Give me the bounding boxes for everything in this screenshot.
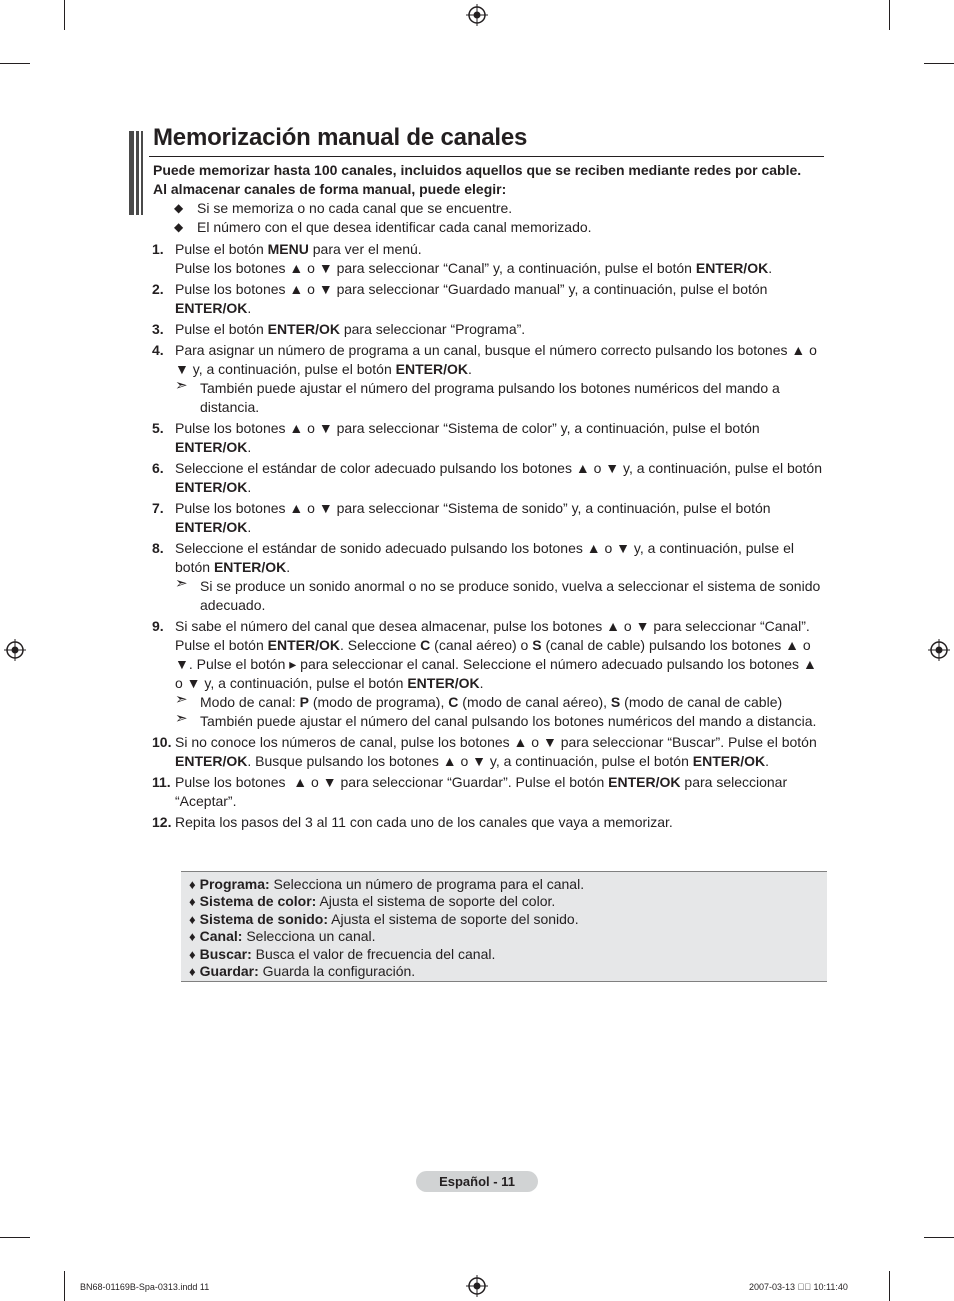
glossary-box xyxy=(181,871,827,982)
step-number: 10. xyxy=(152,734,172,750)
step-number: 9. xyxy=(152,618,164,634)
step-text: Pulse los botones ▲ o ▼ para seleccionar “Guardado manual” y, a continuación, pulse el botón ENTER/OK. xyxy=(175,281,768,316)
note-arrow-icon: ➣ xyxy=(175,691,188,708)
crop-mark xyxy=(924,1237,954,1238)
glossary-desc: Guarda la configuración. xyxy=(258,963,416,980)
registration-mark-icon xyxy=(466,1275,488,1297)
step-text: Para asignar un número de programa a un canal, busque el número correcto pulsando los botones ▲ o ▼ y, a continuación, pulse el botón ENTER/OK. xyxy=(175,342,817,377)
diamond-icon: ◆ xyxy=(174,220,184,234)
step-text: Pulse el botón MENU para ver el menú. Pulse los botones ▲ o ▼ para seleccionar “Canal” y, a continuación, pulse el botón ENTER/OK. xyxy=(175,241,773,276)
page-number-badge: Español - 11 xyxy=(416,1171,538,1192)
step-number: 1. xyxy=(152,241,164,257)
glossary-desc: Selecciona un canal. xyxy=(242,928,376,945)
step-item xyxy=(152,459,824,497)
bullet-list xyxy=(174,199,592,237)
step-text: Pulse los botones ▲ o ▼ para seleccionar “Sistema de color” y, a continuación, pulse el botón ENTER/OK. xyxy=(175,420,760,455)
crop-mark xyxy=(0,63,30,64)
crop-mark xyxy=(889,1271,890,1301)
crop-mark xyxy=(0,1237,30,1238)
crop-mark xyxy=(924,63,954,64)
glossary-term: Guardar: xyxy=(199,963,259,980)
crop-mark xyxy=(64,0,65,30)
registration-mark-icon xyxy=(4,639,26,661)
registration-mark-icon xyxy=(466,4,488,26)
diamond-bullet-icon: ♦ xyxy=(189,911,196,927)
step-note: ➣ Modo de canal: P (modo de programa), C (modo de canal aéreo), S (modo de canal de cable) xyxy=(175,691,783,710)
diamond-bullet-icon: ♦ xyxy=(189,964,196,980)
glossary-item xyxy=(189,911,584,928)
diamond-icon: ◆ xyxy=(174,201,184,215)
glossary-term: Sistema de sonido: xyxy=(199,910,328,927)
step-text: Pulse los botones ▲ o ▼ para seleccionar “Sistema de sonido” y, a continuación, pulse el botón ENTER/OK. xyxy=(175,500,771,535)
step-number: 12. xyxy=(152,814,172,830)
step-text: Repita los pasos del 3 al 11 con cada uno de los canales que vaya a memorizar. xyxy=(175,814,673,830)
note-arrow-icon: ➣ xyxy=(175,575,188,592)
step-item xyxy=(152,733,824,771)
step-item xyxy=(152,320,824,339)
page-title: Memorización manual de canales xyxy=(153,124,528,151)
file-slug: BN68-01169B-Spa-0313.indd 11 xyxy=(80,1282,210,1292)
date-slug: 2007-03-13 ￿￿ 10:11:40 xyxy=(749,1282,848,1292)
steps-list xyxy=(152,240,824,834)
title-sidebar-bars xyxy=(129,131,143,215)
list-item: ◆ Si se memoriza o no cada canal que se encuentre. xyxy=(174,200,513,216)
diamond-bullet-icon: ♦ xyxy=(189,877,196,892)
crop-mark xyxy=(889,0,890,30)
glossary-item xyxy=(189,928,584,945)
step-text: Seleccione el estándar de sonido adecuado pulsando los botones ▲ o ▼ y, a continuación, pulse el botón ENTER/OK. xyxy=(175,540,794,575)
glossary-term: Buscar: xyxy=(199,945,252,962)
step-note: ➣ También puede ajustar el número del canal pulsando los botones numéricos del mando a distancia. xyxy=(175,710,817,729)
step-number: 4. xyxy=(152,342,164,358)
glossary-item xyxy=(189,946,584,963)
step-note: ➣ Si se produce un sonido anormal o no se produce sonido, vuelva a seleccionar el sistema de sonido adecuado. xyxy=(175,575,821,613)
registration-mark-icon xyxy=(928,639,950,661)
diamond-bullet-icon: ♦ xyxy=(189,894,196,910)
step-number: 5. xyxy=(152,420,164,436)
step-item xyxy=(152,499,824,537)
note-arrow-icon: ➣ xyxy=(175,710,188,727)
glossary-desc: Ajusta el sistema de soporte del sonido. xyxy=(328,910,579,927)
diamond-bullet-icon: ♦ xyxy=(189,929,196,945)
note-arrow-icon: ➣ xyxy=(175,377,188,394)
glossary-item xyxy=(189,893,584,910)
step-item xyxy=(152,240,824,278)
glossary-list xyxy=(189,876,584,980)
glossary-term: Sistema de color: xyxy=(199,893,317,910)
step-text: Pulse los botones ▲ o ▼ para seleccionar “Guardar”. Pulse el botón ENTER/OK para seleccionar “Aceptar”. xyxy=(175,774,788,809)
step-number: 2. xyxy=(152,281,164,297)
step-item xyxy=(152,773,824,811)
step-text: Si no conoce los números de canal, pulse los botones ▲ o ▼ para seleccionar “Buscar”. Pulse el botón ENTER/OK. Busque pulsando los botones ▲ o ▼ y, a continuación, pulse el botón ENTER/OK. xyxy=(175,734,817,769)
step-item xyxy=(152,813,824,832)
glossary-desc: Selecciona un número de programa para el canal. xyxy=(269,876,585,892)
glossary-item xyxy=(189,876,584,893)
step-note: ➣ También puede ajustar el número del programa pulsando los botones numéricos del mando a distancia. xyxy=(175,377,780,415)
step-number: 8. xyxy=(152,540,164,556)
glossary-term: Canal: xyxy=(199,928,243,945)
step-number: 6. xyxy=(152,460,164,476)
step-text: Seleccione el estándar de color adecuado pulsando los botones ▲ o ▼ y, a continuación, pulse el botón ENTER/OK. xyxy=(175,460,822,495)
step-number: 3. xyxy=(152,321,164,337)
intro-text xyxy=(153,161,801,199)
step-text: Si sabe el número del canal que desea almacenar, pulse los botones ▲ o ▼ para seleccionar “Canal”. Pulse el botón ENTER/OK. Seleccione C (canal aéreo) o S (canal de cable) pulsando los botones ▲ o ▼. Pulse el botón ▸ para seleccionar el canal. Seleccione el número adecuado pulsando los botones ▲ o ▼ y, a continuación, pulse el botón ENTER/OK. xyxy=(175,618,817,691)
step-text: Pulse el botón ENTER/OK para seleccionar “Programa”. xyxy=(175,321,526,337)
glossary-desc: Ajusta el sistema de soporte del color. xyxy=(316,893,556,910)
intro-line: Al almacenar canales de forma manual, puede elegir: xyxy=(153,181,507,197)
crop-mark xyxy=(64,1271,65,1301)
list-item: ◆ El número con el que desea identificar cada canal memorizado. xyxy=(174,219,592,235)
step-item xyxy=(152,419,824,457)
step-item xyxy=(152,539,824,615)
step-number: 7. xyxy=(152,500,164,516)
diamond-bullet-icon: ♦ xyxy=(189,946,196,962)
intro-line: Puede memorizar hasta 100 canales, incluidos aquellos que se reciben mediante redes por cable. xyxy=(153,162,802,178)
glossary-item xyxy=(189,963,584,980)
step-number: 11. xyxy=(152,774,171,790)
glossary-desc: Busca el valor de frecuencia del canal. xyxy=(251,945,496,962)
glossary-term: Programa: xyxy=(199,876,270,892)
step-item xyxy=(152,617,824,731)
step-item xyxy=(152,341,824,417)
step-item xyxy=(152,280,824,318)
title-divider xyxy=(149,156,824,157)
